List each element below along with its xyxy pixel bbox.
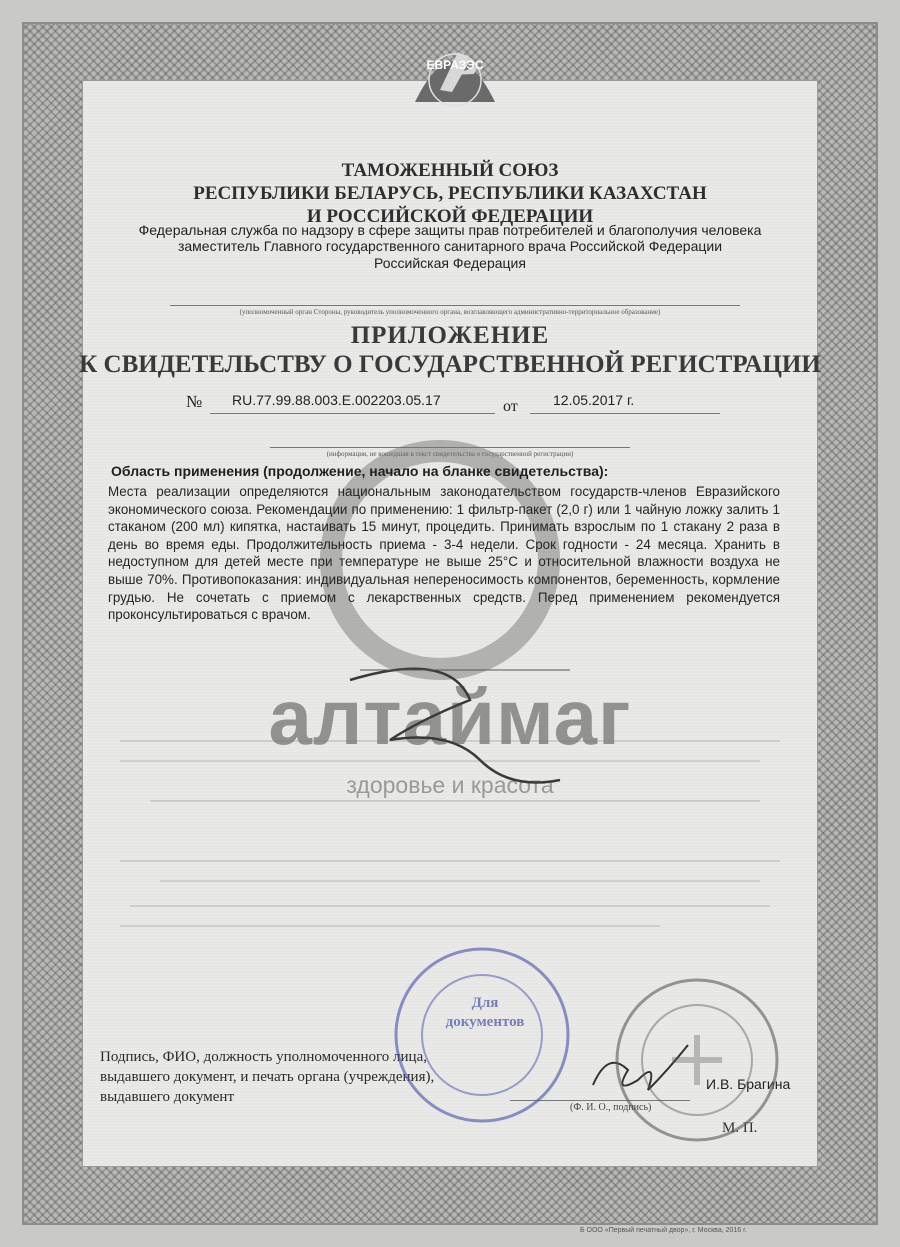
watermark-tagline: здоровье и красота [346, 772, 554, 798]
header-russian-federation: И РОССИЙСКОЙ ФЕДЕРАЦИИ [306, 206, 594, 227]
number-sign: № [186, 392, 203, 411]
signer-name: И.В. Брагина [706, 1076, 791, 1092]
registration-date: 12.05.2017 г. [553, 392, 635, 408]
date-underline [530, 413, 720, 414]
header-republics: РЕСПУБЛИКИ БЕЛАРУСЬ, РЕСПУБЛИКИ КАЗАХСТАН [193, 183, 707, 204]
seal-place-label: М. П. [722, 1120, 758, 1136]
official-seal-icon [612, 975, 782, 1145]
number-underline [210, 413, 495, 414]
header-customs-union: ТАМОЖЕННЫЙ СОЮЗ [341, 160, 559, 181]
scope-text: Места реализации определяются национальным законодательством государств-членов Евразийского экономического союза. Рекомендации по применению: 1 фильтр-пакет (2,0 г) или 1 чайную ложку залить 1 стаканом (200 мл) кипятка, настаивать 15 минут, процедить. Принимать взрослым по 1 стакану 2 раза в день во время еды. Продолжительность приема - 3-4 недели. Срок годности - 24 месяца. Хранить в недоступном для детей месте при температуре не выше 25°С и относительной влажности воздуха не выше 70%. Противопоказания: индивидуальная непереносимость компонентов, беременность, кормление грудью. Не сочетать с приемом с лекарственных средств. Перед применением рекомендуется проконсультироваться с врачом. [108, 484, 780, 623]
stamp-line-1: Для [471, 995, 499, 1011]
authority-caption: (уполномоченный орган Стороны, руководитель уполномоченного органа, возглавляющего административно-территориальное образование) [239, 308, 661, 316]
agency-line-1: Федеральная служба по надзору в сфере защиты прав потребителей и благополучия человека [138, 222, 762, 238]
agency-line-2: заместитель Главного государственного санитарного врача Российской Федерации [177, 238, 723, 254]
from-label: от [503, 398, 518, 415]
handwritten-mark-icon [330, 660, 580, 810]
printer-imprint: Б ООО «Первый печатный двор», г. Москва, 2016 г. [580, 1227, 747, 1234]
fio-caption: (Ф. И. О., подпись) [570, 1102, 652, 1113]
emblem-label: ЕВРАЗЭС [426, 58, 484, 72]
info-caption: (информация, не вошедшая в текст свидетельства о государственной регистрации) [326, 450, 574, 458]
authority-rule [170, 305, 740, 306]
registration-number: RU.77.99.88.003.E.002203.05.17 [232, 392, 441, 408]
watermark-brand: алтаймаг [268, 673, 632, 761]
signature-instructions: Подпись, ФИО, должность уполномоченного лица, выдавшего документ, и печать органа (учреждения), выдавшего документ [100, 1049, 435, 1105]
document-subtitle: К СВИДЕТЕЛЬСТВУ О ГОСУДАРСТВЕННОЙ РЕГИСТРАЦИИ [79, 351, 821, 378]
organization-stamp-icon [392, 945, 572, 1125]
agency-line-3: Российская Федерация [374, 255, 526, 271]
document-title: ПРИЛОЖЕНИЕ [350, 322, 550, 349]
scope-title: Область применения (продолжение, начало на бланке свидетельства): [111, 463, 609, 479]
stamp-line-2: документов [445, 1014, 525, 1030]
